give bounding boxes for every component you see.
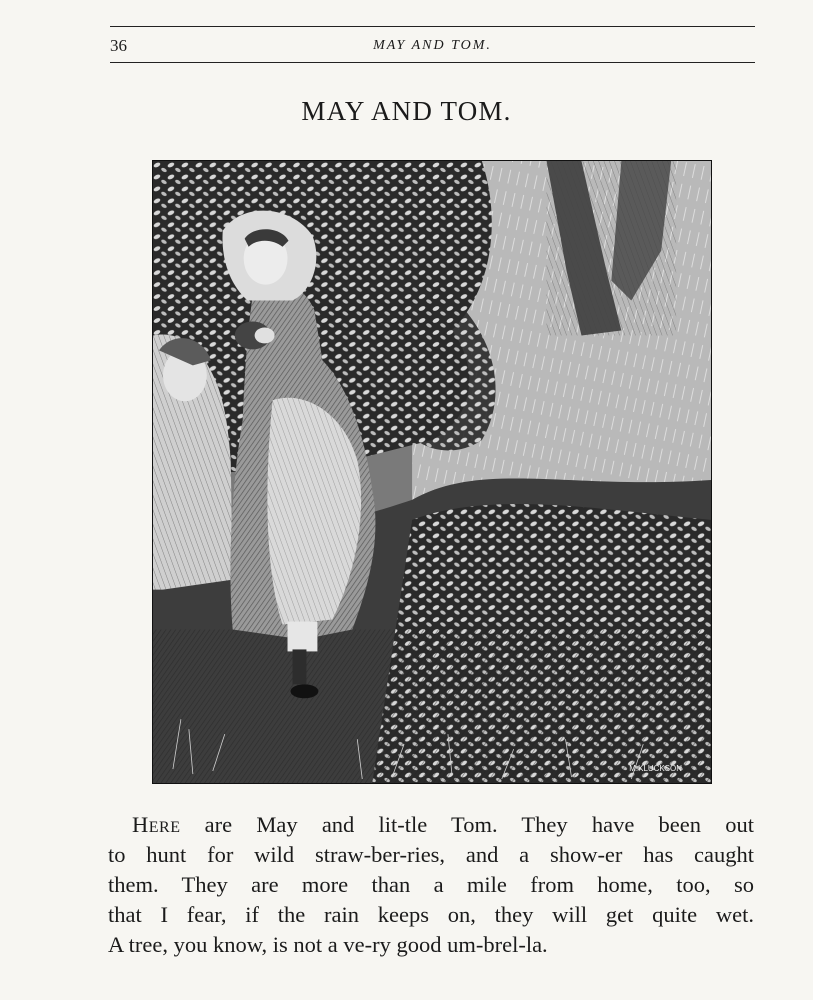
running-head <box>110 34 755 58</box>
illustration-signature: M.KLUCKSON <box>629 764 682 774</box>
engraving-illustration <box>152 160 712 784</box>
running-title: MAY AND TOM. <box>373 38 492 53</box>
body-line-4: that I fear, if the rain keeps on, they will get quite wet. <box>108 902 754 927</box>
body-line-3: them. They are more than a mile from home, too, so <box>108 872 754 897</box>
header-rule-top <box>110 26 755 27</box>
header-rule-bottom <box>110 62 755 63</box>
page-number: 36 <box>110 36 127 55</box>
first-word: Here <box>132 812 181 837</box>
body-line-2: to hunt for wild straw-ber-ries, and a show-er has caught <box>108 842 754 867</box>
body-paragraph <box>108 810 754 960</box>
body-line-1: Here are May and lit-tle Tom. They have been out <box>132 812 754 837</box>
page-title: MAY AND TOM. <box>301 96 512 126</box>
body-line-5: A tree, you know, is not a ve-ry good um-brel-la. <box>108 932 548 957</box>
engraving-image <box>153 161 711 783</box>
